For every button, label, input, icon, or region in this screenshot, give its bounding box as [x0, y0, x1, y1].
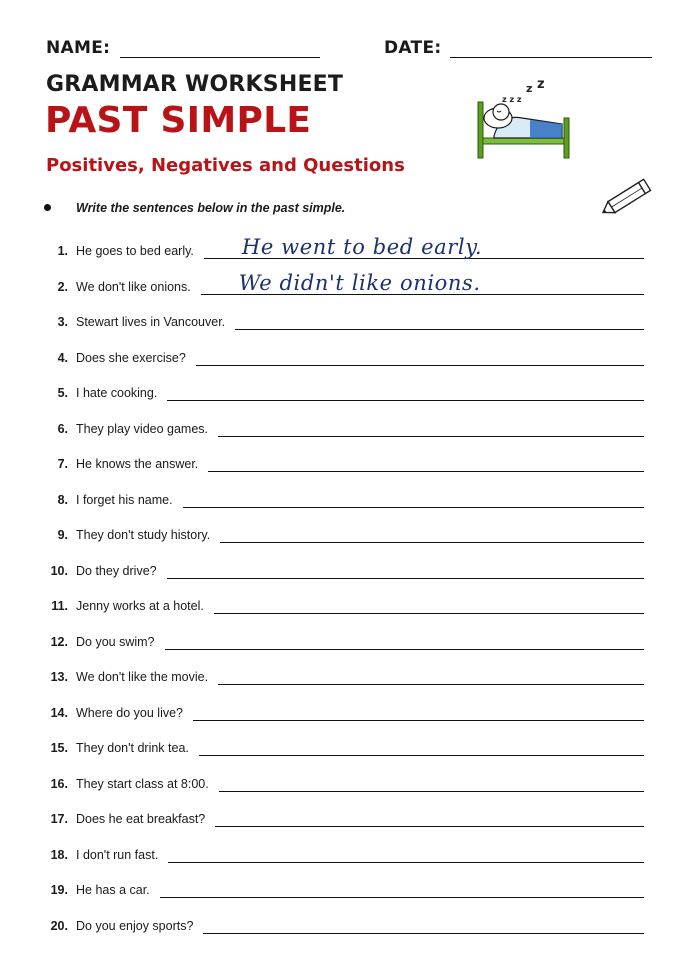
- item-sentence: Do you swim?: [76, 634, 155, 649]
- item-number: 3.: [57, 315, 68, 329]
- answer-line[interactable]: [203, 915, 644, 934]
- exercise-item: [44, 347, 644, 383]
- bed-footboard-icon: [564, 118, 569, 158]
- item-sentence: I hate cooking.: [76, 386, 158, 400]
- bed-frame-icon: [483, 138, 564, 144]
- exercise-item: [44, 879, 644, 915]
- item-sentence: Do they drive?: [76, 563, 157, 578]
- exercise-item: [44, 270, 644, 312]
- sleep-z-large-icon: z: [526, 82, 533, 95]
- exercise-item: [44, 489, 644, 525]
- exercise-item: [44, 595, 644, 631]
- handwritten-answer: We didn't like onions.: [238, 270, 481, 295]
- item-number: 12.: [50, 634, 68, 649]
- bed-headboard-icon: [478, 102, 483, 158]
- exercise-item: [44, 702, 644, 738]
- item-sentence: We don't like the movie.: [76, 670, 209, 684]
- item-number: 14.: [50, 705, 68, 720]
- answer-line[interactable]: [167, 560, 644, 579]
- worksheet-title: GRAMMAR WORKSHEET: [46, 72, 344, 97]
- answer-line[interactable]: [218, 666, 644, 685]
- name-input-line[interactable]: [120, 57, 320, 58]
- name-date-row: [46, 38, 656, 62]
- exercise-item: [44, 418, 644, 454]
- answer-line[interactable]: [219, 773, 644, 792]
- answer-line[interactable]: [196, 347, 644, 366]
- exercise-item: [44, 808, 644, 844]
- exercise-item: [44, 311, 644, 347]
- item-sentence: I don't run fast.: [76, 847, 159, 862]
- item-number: 5.: [57, 386, 68, 400]
- item-number: 13.: [50, 670, 68, 684]
- item-sentence: Do you enjoy sports?: [76, 918, 194, 933]
- date-input-line[interactable]: [450, 57, 652, 58]
- item-number: 2.: [57, 279, 68, 294]
- answer-line[interactable]: [204, 235, 644, 259]
- pencil-icon: [597, 176, 657, 220]
- answer-line[interactable]: [199, 737, 644, 756]
- exercise-list: [44, 235, 644, 950]
- item-sentence: They play video games.: [76, 421, 209, 436]
- exercise-item: [44, 844, 644, 880]
- instruction: [44, 201, 544, 219]
- item-number: 8.: [57, 492, 68, 507]
- answer-line[interactable]: [220, 524, 644, 543]
- item-number: 10.: [50, 563, 68, 578]
- item-sentence: Stewart lives in Vancouver.: [76, 315, 226, 329]
- exercise-item: [44, 560, 644, 596]
- answer-line[interactable]: [160, 879, 644, 898]
- item-number: 16.: [50, 776, 68, 791]
- answer-line[interactable]: [235, 311, 644, 330]
- exercise-item: [44, 915, 644, 951]
- answer-line[interactable]: [215, 808, 644, 827]
- item-sentence: He has a car.: [76, 883, 150, 897]
- exercise-item: [44, 453, 644, 489]
- answer-line[interactable]: [214, 595, 644, 614]
- answer-line[interactable]: [167, 382, 644, 401]
- item-number: 19.: [50, 883, 68, 897]
- item-sentence: Does he eat breakfast?: [76, 812, 206, 826]
- exercise-item: [44, 382, 644, 418]
- answer-line[interactable]: [183, 489, 644, 508]
- bullet-icon: [44, 204, 51, 211]
- answer-line[interactable]: [165, 631, 645, 650]
- answer-line[interactable]: [168, 844, 644, 863]
- name-label: NAME:: [46, 38, 111, 58]
- item-sentence: He knows the answer.: [76, 457, 199, 471]
- item-sentence: Where do you live?: [76, 705, 184, 720]
- date-label: DATE:: [384, 38, 442, 58]
- sleep-z-text: z z z: [502, 95, 522, 104]
- exercise-item: [44, 631, 644, 667]
- item-number: 4.: [57, 350, 68, 365]
- item-number: 6.: [57, 421, 68, 436]
- answer-line[interactable]: [193, 702, 644, 721]
- worksheet-subtitle: Positives, Negatives and Questions: [46, 155, 405, 176]
- item-number: 9.: [57, 528, 68, 542]
- sleeping-in-bed-icon: [470, 80, 576, 164]
- item-sentence: He goes to bed early.: [76, 244, 194, 258]
- item-sentence: We don't like onions.: [76, 279, 191, 294]
- item-number: 11.: [51, 599, 68, 613]
- item-number: 17.: [50, 812, 68, 826]
- sleeper-head-icon: [493, 104, 509, 120]
- answer-line[interactable]: [218, 418, 644, 437]
- item-number: 7.: [57, 457, 68, 471]
- exercise-item: [44, 773, 644, 809]
- exercise-item: [44, 524, 644, 560]
- instruction-text: Write the sentences below in the past simple.: [76, 201, 346, 215]
- handwritten-answer: He went to bed early.: [241, 235, 483, 259]
- item-sentence: I forget his name.: [76, 492, 173, 507]
- worksheet-topic: PAST SIMPLE: [45, 100, 312, 141]
- item-sentence: They don't drink tea.: [76, 741, 189, 755]
- item-number: 20.: [50, 918, 68, 933]
- item-sentence: Jenny works at a hotel.: [76, 599, 204, 613]
- item-sentence: Does she exercise?: [76, 350, 186, 365]
- item-number: 18.: [50, 847, 68, 862]
- item-number: 15.: [50, 741, 68, 755]
- answer-line[interactable]: [208, 453, 644, 472]
- exercise-item: [44, 666, 644, 702]
- answer-line[interactable]: [201, 270, 644, 295]
- item-sentence: They don't study history.: [76, 528, 211, 542]
- sleep-z-xl-icon: z: [537, 80, 545, 92]
- item-number: 1.: [57, 244, 68, 258]
- item-sentence: They start class at 8:00.: [76, 776, 209, 791]
- exercise-item: [44, 737, 644, 773]
